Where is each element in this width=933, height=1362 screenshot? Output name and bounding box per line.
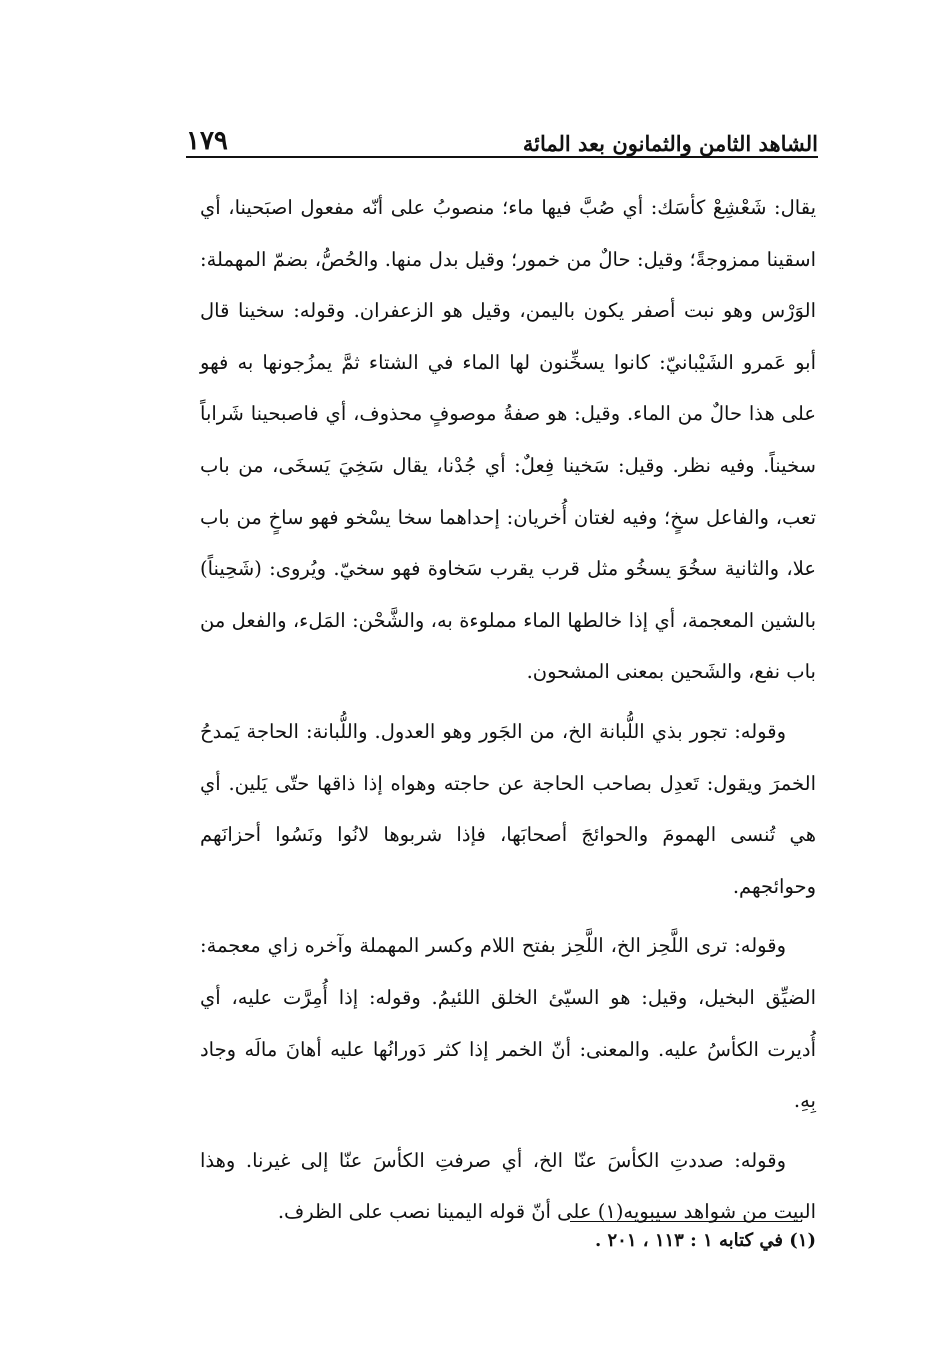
body-text: [200, 182, 816, 1246]
page-header: [186, 112, 818, 156]
running-title: الشاهد الثامن والثمانون بعد المائة: [522, 131, 818, 156]
page-number: ١٧٩: [186, 126, 228, 156]
paragraph-2: وقوله: تجور بذي اللُّبانة الخ، من الجَور وهو العدول. واللُّبانة: الحاجة يَمدحُ الخمرَ ويقول: تَعدِل بصاحب الحاجة عن حاجته وهواه إذا ذاقها حتّى يَلين. أي هي تُنسى الهمومَ والحوائجَ أصحابَها، فإذا شربوها لانُوا ونَسُوا أحزانَهم وحوائجهم.: [200, 719, 816, 898]
paragraph-1: يقال: شَعْشِعْ كأسَك: أي صُبَّ فيها ماء؛ منصوبُ على أنّه مفعول اصبَحينا، أي اسقينا ممزوجةً؛ وقيل: حالٌ من خمور؛ وقيل بدل منها. والحُصُّ، بضمّ المهملة: الوَرْس وهو نبت أصفر يكون باليمن، وقيل هو الزعفران. وقوله: سخينا قال أبو عَمرو الشَيْبانيّ: كانوا يسخِّنون لها الماء في الشتاء ثمَّ يمزُجونها به فهو على هذا حالٌ من الماء. وقيل: هو صفةُ موصوفٍ محذوف، أي فاصبحينا شَراباً سخيناً. وفيه نظر. وقيل: سَخينا فِعلٌ: أي جُدْنا، يقال سَخِيَ يَسخَى، من باب تعب، والفاعل سخٍ؛ وفيه لغتان أُخريان: إحداهما سخا يسْخو فهو ساخٍ من باب علا، والثانية سخُوَ يسخُو مثل قرب يقرب سَخاوة فهو سخيّ. ويُروى: (شَحِيناً) بالشين المعجمة، أي إذا خالطها الماء مملوءة به، والشَّحْن: المَلء، والفعل من باب نفع، والشَحين بمعنى المشحون.: [200, 196, 816, 684]
footnote-rule: [570, 1221, 802, 1222]
paragraph-4: وقوله: صددتِ الكأسَ عنّا الخ، أي صرفتِ الكأسَ عنّا إلى غيرنا. وهذا البيت من شواهد سيبويه(١) على أنّ قوله اليمينا نصب على الظرف.: [200, 1148, 816, 1224]
header-rule: [186, 156, 818, 158]
paragraph-3: وقوله: ترى اللَّحِز الخ، اللَّحِز بفتح اللام وكسر المهملة وآخره زاي معجمة: الضيِّق البخيل، وقيل: هو السيّئ الخلق اللئيمُ. وقوله: إذا أُمِرَّت عليه، أي أُديرت الكأسُ عليه. والمعنى: أنّ الخمر إذا كثر دَورانُها عليه أهانَ مالَه وجاد بِهِ.: [200, 934, 816, 1113]
footnote: (١) في كتابه ١ : ١١٣ ، ٢٠١ .: [594, 1230, 816, 1251]
